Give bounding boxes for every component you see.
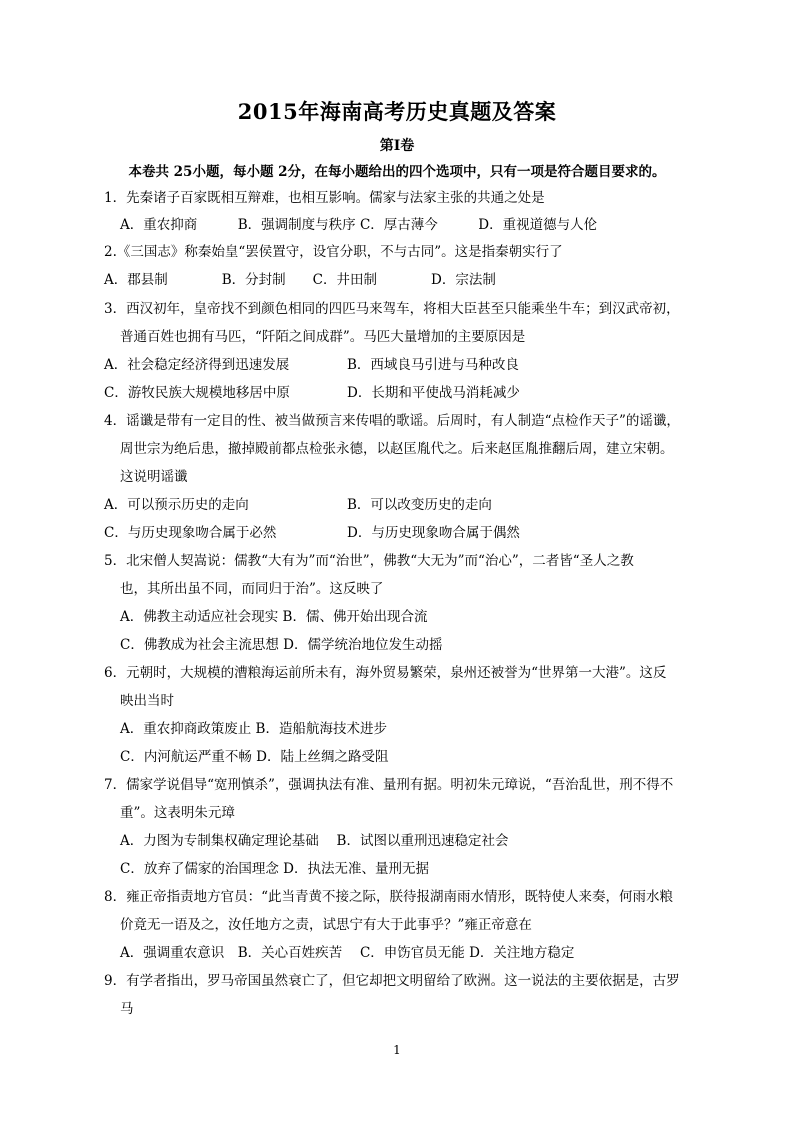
question-6-stem-line1: 6．元朝时，大规模的漕粮海运前所未有，海外贸易繁荣，泉州还被誉为“世界第一大港”。这反 [104, 665, 667, 681]
question-4-stem-line3: 这说明谣谶 [120, 469, 188, 485]
question-6-options-line1: A．重农抑商政策废止 B．造船航海技术进步 [120, 721, 387, 737]
question-4-option-d: D．与历史现象吻合属于偶然 [347, 525, 520, 541]
question-7-options-line2: C．放弃了儒家的治国理念 D．执法无准、量刑无据 [120, 861, 429, 877]
question-6-options-line2: C．内河航运严重不畅 D．陆上丝绸之路受阻 [120, 749, 389, 765]
question-5-stem-line1: 5．北宋僧人契嵩说：儒教“大有为”而“治世”，佛教“大无为”而“治心”，二者皆“圣人之教 [104, 553, 634, 569]
question-5-options-line1: A．佛教主动适应社会现实 B．儒、佛开始出现合流 [120, 609, 428, 625]
question-3-stem-line2: 普通百姓也拥有马匹，“阡陌之间成群”。马匹大量增加的主要原因是 [120, 329, 526, 345]
question-3-option-c: C．游牧民族大规模地移居中原 [104, 385, 290, 401]
question-8-options: A．强调重农意识 B．关心百姓疾苦 C．申饬官员无能 D．关注地方稳定 [120, 945, 575, 961]
part-heading: 第Ⅰ卷 [379, 138, 415, 154]
question-7-options-line1: A．力图为专制集权确定理论基础 B．试图以重刑迅速稳定社会 [120, 833, 509, 849]
question-2-stem: 2.《三国志》称秦始皇“罢侯置守，设官分职，不与古同”。这是指秦朝实行了 [104, 244, 563, 260]
question-1-stem: 1．先秦诸子百家既相互辩难，也相互影响。儒家与法家主张的共通之处是 [104, 190, 545, 206]
question-1-options: A．重农抑商 B．强调制度与秩序 C．厚古薄今 D．重视道德与人伦 [120, 217, 598, 233]
question-8-stem-line2: 价竟无一语及之，汝任地方之责，试思宁有大于此事乎？”雍正帝意在 [120, 917, 532, 933]
question-9-stem-line1: 9．有学者指出，罗马帝国虽然衰亡了，但它却把文明留给了欧洲。这一说法的主要依据是，古罗 [104, 973, 680, 989]
question-3-option-b: B．西域良马引进与马种改良 [347, 357, 519, 373]
question-5-stem-line2: 也，其所出虽不同，而同归于治”。这反映了 [120, 581, 384, 597]
question-3-option-d: D．长期和平使战马消耗减少 [347, 385, 520, 401]
question-9-stem-line2: 马 [120, 1001, 134, 1017]
question-4-option-c: C．与历史现象吻合属于必然 [104, 525, 277, 541]
question-4-option-a: A．可以预示历史的走向 [104, 497, 249, 513]
question-5-options-line2: C．佛教成为社会主流思想 D．儒学统治地位发生动摇 [120, 637, 443, 653]
question-4-option-b: B．可以改变历史的走向 [347, 497, 492, 513]
question-7-stem-line2: 重”。这表明朱元璋 [120, 805, 235, 821]
question-3-stem-line1: 3．西汉初年，皇帝找不到颜色相同的四匹马来驾车，将相大臣甚至只能乘坐牛车；到汉武帝初， [104, 301, 680, 317]
page-number: 1 [393, 1043, 401, 1057]
question-3-option-a: A．社会稳定经济得到迅速发展 [104, 357, 290, 373]
question-4-stem-line2: 周世宗为绝后患，撤掉殿前都点检张永德，以赵匡胤代之。后来赵匡胤推翻后周，建立宋朝。 [120, 441, 674, 457]
question-4-stem-line1: 4．谣谶是带有一定目的性、被当做预言来传唱的歌谣。后周时，有人制造“点检作天子”的谣谶， [104, 413, 680, 429]
page-title: 2015年海南高考历史真题及答案 [237, 99, 557, 124]
question-6-stem-line2: 映出当时 [120, 693, 174, 709]
instructions: 本卷共 25小题，每小题 2分，在每小题给出的四个选项中，只有一项是符合题目要求的。 [128, 164, 666, 180]
question-2-options: A．郡县制 B．分封制 C．井田制 D．宗法制 [104, 272, 496, 288]
question-7-stem-line1: 7．儒家学说倡导“宽刑慎杀”，强调执法有准、量刑有据。明初朱元璋说，“吾治乱世，刑不得不 [104, 777, 674, 793]
question-8-stem-line1: 8．雍正帝指责地方官员：“此当青黄不接之际，朕待报湖南雨水情形，既特使人来奏，何雨水粮 [104, 889, 673, 905]
